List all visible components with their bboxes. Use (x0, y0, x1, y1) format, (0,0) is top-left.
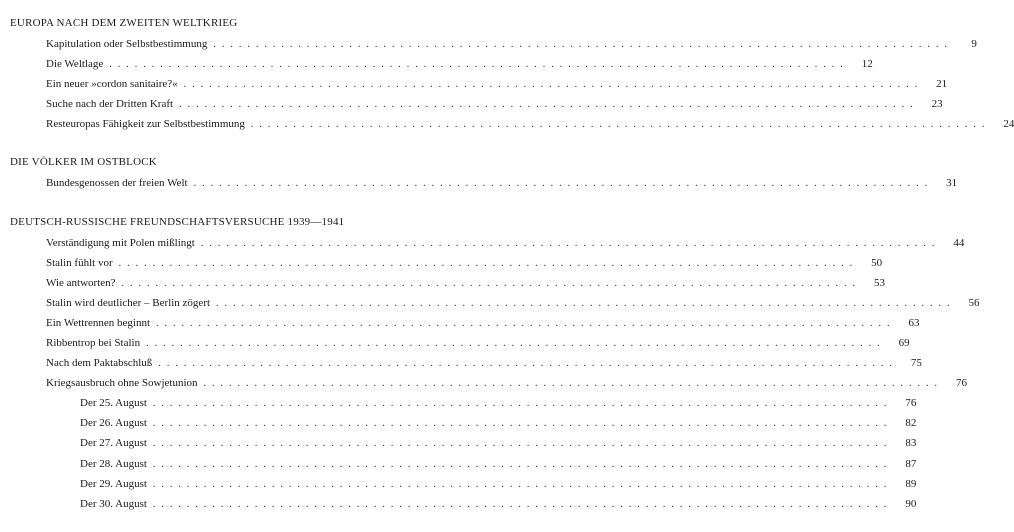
toc-subentry-title: Der 28. August (80, 458, 147, 470)
toc-entry (46, 177, 958, 190)
dot-leader: ....................................................................................... (183, 79, 924, 90)
toc-subentry-title: Der 26. August (80, 417, 147, 429)
toc-subentry-title: Der 30. August (80, 498, 147, 510)
toc-entry-page: 12 (861, 58, 873, 70)
toc-entry-page: 9 (971, 38, 977, 50)
toc-entry-title: Bundesgenossen der freien Welt (46, 177, 188, 189)
dot-leader: ....................................................................................... (118, 258, 859, 269)
toc-entry-title: Suche nach der Dritten Kraft (46, 98, 174, 110)
dot-leader: ....................................................................................... (152, 398, 893, 409)
toc-entry (46, 58, 873, 71)
section-heading-europa: EUROPA NACH DEM ZWEITEN WELTKRIEG (10, 17, 238, 29)
toc-entry-title: Wie antworten? (46, 277, 116, 289)
toc-entry-page: 21 (936, 78, 948, 90)
toc-entry (46, 38, 977, 51)
toc-entry-title: Kriegsausbruch ohne Sowjetunion (46, 377, 198, 389)
dot-leader: ....................................................................................... (250, 119, 991, 130)
toc-entry (46, 357, 922, 370)
toc-entry-title: Verständigung mit Polen mißlingt (46, 237, 195, 249)
toc-entry-page: 76 (956, 377, 968, 389)
toc-entry (46, 377, 968, 390)
toc-entry (46, 337, 910, 350)
dot-leader: ....................................................................................... (193, 178, 934, 189)
toc-entry-page: 23 (931, 98, 943, 110)
toc-entry-title: Stalin fühlt vor (46, 257, 113, 269)
toc-subentry (80, 458, 917, 471)
dot-leader: ....................................................................................... (216, 298, 956, 309)
toc-entry-page: 24 (1003, 118, 1014, 130)
toc-entry-title: Ribbentrop bei Stalin (46, 337, 141, 349)
dot-leader: ....................................................................................... (152, 418, 893, 429)
toc-entry-page: 63 (908, 317, 920, 329)
toc-entry-title: Ein Wettrennen beginnt (46, 317, 150, 329)
toc-entry-title: Nach dem Paktabschluß (46, 357, 153, 369)
dot-leader: ....................................................................................... (156, 318, 896, 329)
toc-entry-title: Resteuropas Fähigkeit zur Selbstbestimmung (46, 118, 245, 130)
dot-leader: ....................................................................................... (109, 59, 849, 70)
toc-entry-title: Kapitulation oder Selbstbestimmung (46, 38, 208, 50)
toc-subentry-page: 82 (905, 417, 917, 429)
toc-entry-page: 75 (910, 357, 922, 369)
toc-subentry-page: 90 (905, 498, 917, 510)
toc-subentry-page: 87 (905, 458, 917, 470)
toc-entry-page: 53 (874, 277, 885, 289)
toc-entry-page: 44 (953, 237, 965, 249)
toc-subentry (80, 498, 917, 511)
toc-entry-page: 69 (898, 337, 910, 349)
dot-leader: ....................................................................................... (146, 338, 886, 349)
toc-subentry-page: 89 (905, 478, 917, 490)
toc-entry-page: 50 (871, 257, 883, 269)
toc-subentry-page: 76 (905, 397, 917, 409)
dot-leader: ....................................................................................... (152, 479, 893, 490)
toc-subentry (80, 437, 917, 450)
dot-leader: ....................................................................................... (152, 459, 893, 470)
dot-leader: ....................................................................................... (152, 499, 893, 510)
toc-entry-page: 31 (946, 177, 958, 189)
toc-entry (46, 98, 943, 111)
toc-subentry (80, 397, 917, 410)
toc-entry-title: Stalin wird deutlicher – Berlin zögert (46, 297, 211, 309)
toc-subentry-title: Der 25. August (80, 397, 147, 409)
dot-leader: ....................................................................................... (121, 278, 861, 289)
dot-leader: ....................................................................................... (152, 438, 893, 449)
toc-entry (46, 317, 920, 330)
toc-entry (46, 237, 965, 250)
toc-subentry (80, 478, 917, 491)
toc-entry (46, 277, 885, 290)
toc-subentry-title: Der 29. August (80, 478, 147, 490)
dot-leader: ....................................................................................... (179, 99, 919, 110)
toc-entry-title: Ein neuer »cordon sanitaire?« (46, 78, 178, 90)
dot-leader: ....................................................................................... (200, 238, 941, 249)
toc-subentry (80, 417, 917, 430)
section-heading-voelker: DIE VÖLKER IM OSTBLOCK (10, 156, 157, 168)
toc-entry-title: Die Weltlage (46, 58, 104, 70)
dot-leader: ....................................................................................... (158, 358, 898, 369)
toc-entry (46, 118, 1014, 131)
toc-entry-page: 56 (968, 297, 980, 309)
dot-leader: ....................................................................................... (203, 378, 944, 389)
toc-subentry-title: Der 27. August (80, 437, 147, 449)
toc-subentry-page: 83 (905, 437, 917, 449)
toc-entry (46, 257, 883, 270)
toc-entry (46, 297, 980, 310)
section-heading-deutsch-russische: DEUTSCH-RUSSISCHE FREUNDSCHAFTSVERSUCHE 1939—1941 (10, 216, 345, 228)
dot-leader: ....................................................................................... (213, 39, 953, 50)
toc-entry (46, 78, 948, 91)
